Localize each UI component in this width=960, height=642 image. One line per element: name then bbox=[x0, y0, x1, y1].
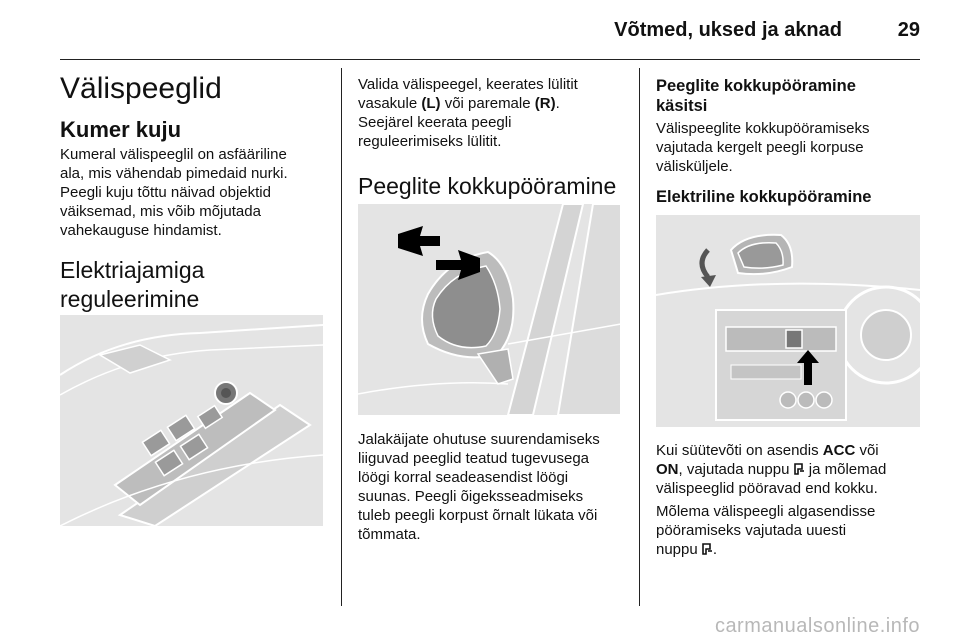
mirror-select-paragraph bbox=[358, 75, 578, 151]
text-span: vasakule bbox=[358, 95, 422, 112]
running-header-title: Võtmed, uksed ja aknad bbox=[614, 19, 842, 41]
text-line: vajutada kergelt peegli korpuse bbox=[656, 139, 864, 156]
left-label: (L) bbox=[421, 95, 441, 112]
right-label: (R) bbox=[534, 95, 556, 112]
mirror-fold-icon bbox=[702, 543, 713, 555]
text-line: tuleb peegli korpust õrnalt lükata või bbox=[358, 507, 598, 524]
column-divider-1 bbox=[341, 68, 342, 606]
acc-label: ACC bbox=[822, 442, 856, 459]
text-line: suunas. Peegli õigeksseadmiseks bbox=[358, 488, 584, 505]
text-line: Kumeral välispeeglil on asfääriline bbox=[60, 146, 287, 163]
text-span: , vajutada nuppu bbox=[678, 461, 794, 478]
section-heading-convex: Kumer kuju bbox=[60, 117, 182, 142]
manual-folding-paragraph bbox=[656, 119, 869, 176]
heading-line: Peeglite kokkupööramine bbox=[656, 77, 856, 95]
electric-folding-paragraph-1 bbox=[656, 441, 886, 498]
section-heading-folding: Peeglite kokkupööramine bbox=[358, 173, 617, 199]
text-line bbox=[656, 441, 886, 460]
text-span: või bbox=[855, 442, 879, 459]
text-line: väiksemad, mis võib mõjutada bbox=[60, 203, 261, 220]
text-line: Valida välispeegel, keerates lülitit bbox=[358, 76, 578, 93]
header-rule bbox=[60, 59, 920, 60]
text-span: . bbox=[555, 95, 560, 112]
on-label: ON bbox=[656, 461, 679, 478]
text-line: reguleerimiseks lülitit. bbox=[358, 133, 502, 150]
text-line: tõmmata. bbox=[358, 526, 421, 543]
section-heading-electric-adjust bbox=[60, 256, 204, 314]
column-divider-2 bbox=[639, 68, 640, 606]
watermark: carmanualsonline.info bbox=[714, 615, 920, 637]
text-line: Mõlema välispeegli algasendisse bbox=[656, 503, 876, 520]
text-line bbox=[656, 460, 886, 479]
text-line: välisküljele. bbox=[656, 158, 733, 175]
text-line: vahekauguse hindamist. bbox=[60, 222, 222, 239]
text-span: ja mõlemad bbox=[804, 461, 887, 478]
text-line: Välispeeglite kokkupööramiseks bbox=[656, 120, 870, 137]
heading-line: reguleerimine bbox=[60, 286, 200, 312]
mirror-folding-illustration bbox=[358, 204, 621, 415]
heading-line: käsitsi bbox=[656, 97, 708, 115]
electric-folding-paragraph-2 bbox=[656, 502, 875, 559]
door-switch-illustration bbox=[60, 315, 323, 526]
section-heading-electric-folding: Elektriline kokkupööramine bbox=[656, 188, 872, 206]
text-span: nuppu bbox=[656, 541, 702, 558]
mirror-fold-icon bbox=[794, 463, 805, 475]
page-title: Välispeeglid bbox=[60, 72, 222, 105]
folding-paragraph bbox=[358, 430, 600, 544]
text-span: või paremale bbox=[440, 95, 535, 112]
page-number: 29 bbox=[897, 19, 920, 41]
text-line: liiguvad peeglid teatud tugevusega bbox=[358, 450, 590, 467]
text-span: . bbox=[712, 541, 718, 558]
heading-line: Elektriajamiga bbox=[60, 257, 205, 283]
fold-button-illustration bbox=[656, 215, 920, 427]
text-line: Seejärel keerata peegli bbox=[358, 114, 512, 131]
convex-paragraph bbox=[60, 145, 288, 240]
text-line bbox=[656, 540, 875, 559]
text-line: löögi korral seadeasendist löögi bbox=[358, 469, 569, 486]
text-line: Jalakäijate ohutuse suurendamiseks bbox=[358, 431, 600, 448]
text-span: Kui süütevõti on asendis bbox=[656, 442, 823, 459]
text-line: pööramiseks vajutada uuesti bbox=[656, 522, 847, 539]
text-line: ala, mis vähendab pimedaid nurki. bbox=[60, 165, 288, 182]
section-heading-manual-folding bbox=[656, 76, 856, 116]
text-line bbox=[358, 94, 578, 113]
text-line: välispeeglid pööravad end kokku. bbox=[656, 480, 878, 497]
text-line: Peegli kuju tõttu näivad objektid bbox=[60, 184, 271, 201]
